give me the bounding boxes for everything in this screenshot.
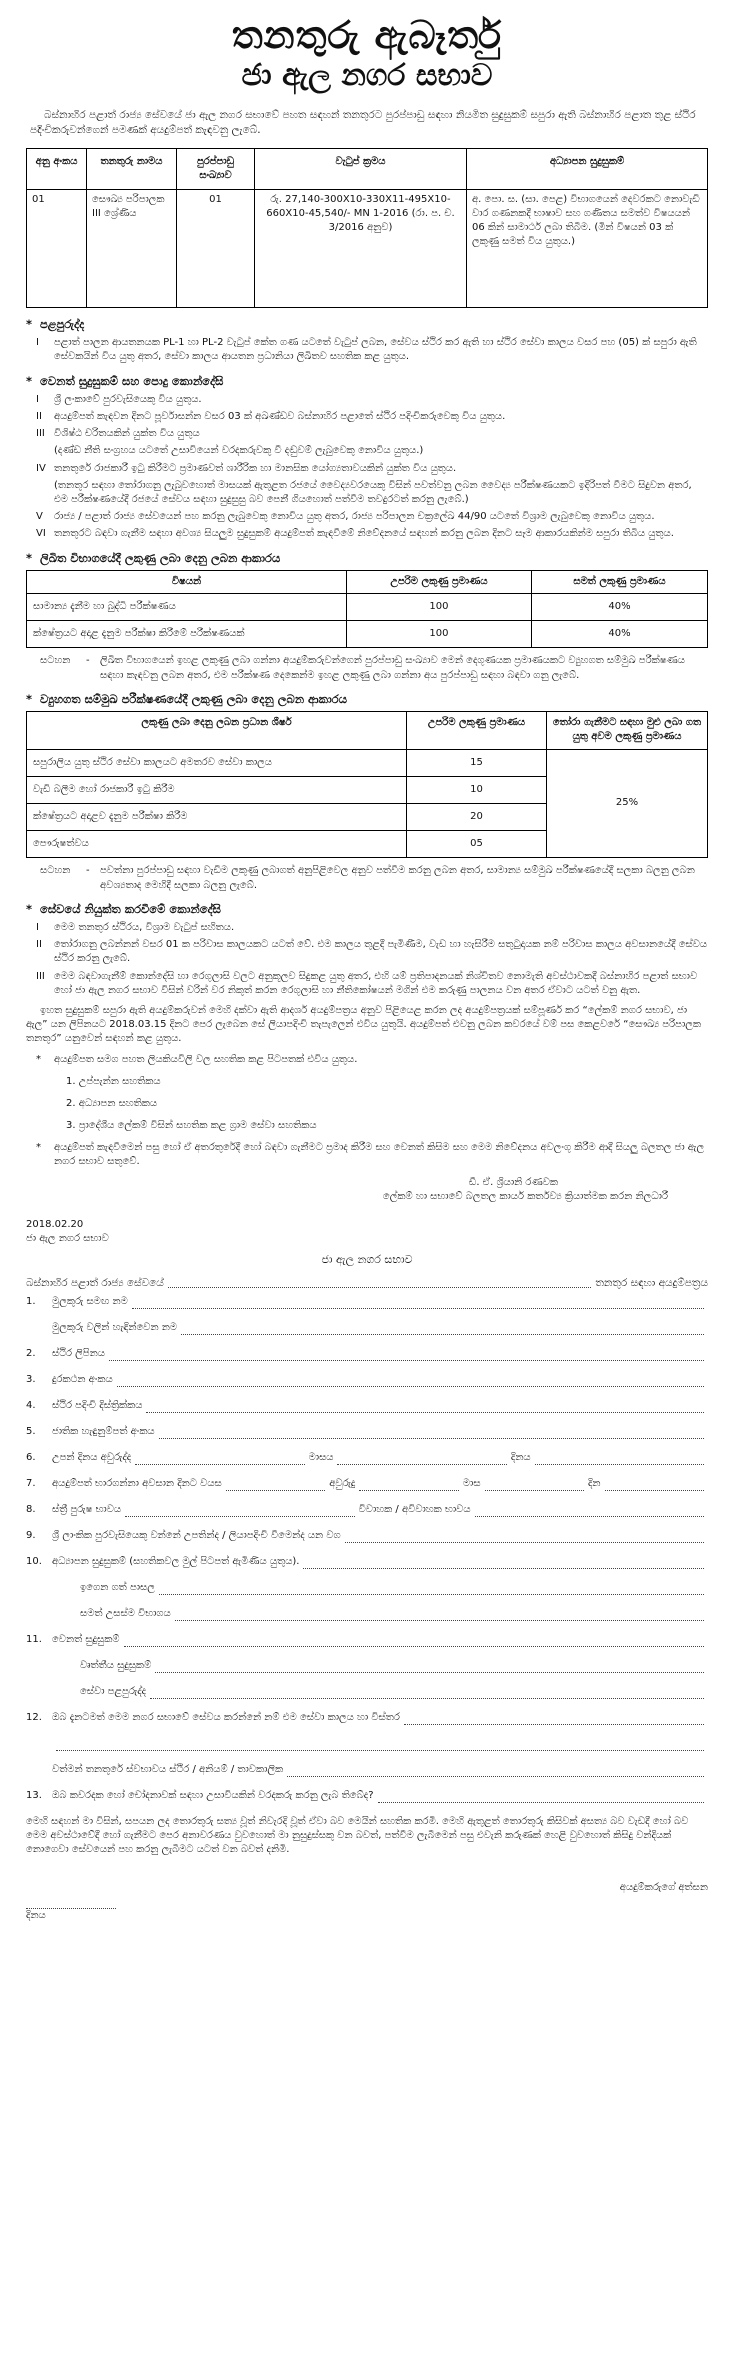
field-sublabel: විවාහක / අවිවාහක භාවය xyxy=(358,1503,471,1515)
field-input-line[interactable] xyxy=(535,1455,704,1465)
list-item: II අයදුම්පත් කැඳවන දිනට පූර්වාසන්න වසර 03 ක් අඛණ්ඩව බස්නාහිර පළාතේ ස්ථිර පදිංචිකරුවෙකු විය යුතුය. xyxy=(36,411,506,423)
field-sublabel: මාසය xyxy=(308,1451,334,1463)
field-number: 2. xyxy=(26,1347,36,1359)
form-heading: ජා ඇල නගර සභාව xyxy=(321,1253,413,1267)
date-label: දිනය xyxy=(26,1909,46,1921)
list-item: III මෙම බඳවාගැනීම් කොන්දේසි හා රෙගුලාසි වලට අනුකූලව සිදුකළ යුතු අතර, එහි යම් ප්‍රතිපාදනයක් නිශ්චිතව නොමැති අවස්ථාවකදී බස්නාහිර පළාත් සභාව හෝ ජා ඇල නගර සභාව විසින් වරින් වර නිකුත් කරන රෙගුලාසි හා නීතිකෝෂයන් මගින් එම කරුණු පාලනය වන අතර ඒවාට යටත් වනු ඇත. xyxy=(36,970,698,996)
list-item: III විශිෂ්ඨ චරිතයකින් යුක්ත විය යුතුය xyxy=(36,428,200,440)
field-number: 8. xyxy=(26,1503,36,1515)
field-label: අධ්‍යාපන සුදුසුකම් (සහතිකවල මුල් පිටපත් ඇමිණිය යුතුය). xyxy=(52,1555,300,1567)
cell-post-name: සෞඛ්‍ය පරිපාලක III ශ්‍රේණිය xyxy=(87,189,177,307)
field-input-line[interactable] xyxy=(475,1507,704,1517)
field-input-line[interactable] xyxy=(345,1533,704,1543)
field-label: වෘත්තීය සුදුසුකම් xyxy=(80,1659,152,1671)
form-field-row xyxy=(26,1529,708,1543)
field-label: උපන් දිනය අවුරුද්ද xyxy=(52,1451,132,1463)
section-heading-written-exam: * ලිඛිත විභාගයේදී ලකුණු ලබා දෙනු ලබන ආකාරය xyxy=(26,550,281,565)
field-input-line[interactable] xyxy=(159,1585,704,1595)
field-label: ඔබ දැනටමත් මෙම නගර සභාවේ සේවය කරන්නේ නම් එම සේවා කාලය හා විස්තර xyxy=(52,1711,400,1723)
list-item: 2. අධ්‍යාපන සහතිකය xyxy=(66,1097,158,1109)
form-field-row xyxy=(26,1737,708,1751)
form-field-row xyxy=(26,1555,708,1569)
documents-intro: * අයදුම්පත සමග පහත ලියකියවිලි වල සහතික කළ පිටපතක් එවිය යුතුය. xyxy=(36,1053,358,1065)
field-input-line[interactable] xyxy=(303,1559,704,1569)
notice-date: 2018.02.20 xyxy=(26,1219,84,1231)
form-field-row xyxy=(26,1763,708,1777)
field-label: ශ්‍රී ලාංකික පුරවැසියෙකු වන්නේ උපතින්ද / ලියාපදිංචි වීමෙන්ද යන වග xyxy=(52,1529,341,1541)
interview-table xyxy=(26,711,708,858)
form-field-row xyxy=(26,1347,708,1361)
field-number: 12. xyxy=(26,1711,42,1723)
field-number: 7. xyxy=(26,1477,36,1489)
field-input-line[interactable] xyxy=(175,1611,704,1621)
field-input-line[interactable] xyxy=(125,1507,354,1517)
list-item: I මෙම තනතුර ස්ථිරය, විශ්‍රාම වැටුප් සහිතය. xyxy=(36,922,235,934)
list-item: I පළාත් පාලන ආයතනයක PL-1 හා PL-2 වැටුප් කේත ගණ යටතේ වැටුප් ලබන, සේවය ස්ථිර කර ඇති හා ස්ථිර සේවා කාලය වසර පහ (05) ක් සපුරා ඇති සේවකයින් විය යුතු අතර, සේවා කාලය ආයතන ප්‍රධානියා ලිඛිතව සහතික කළ යුතුය. xyxy=(36,337,697,363)
list-item: V රාජ්‍ය / පළාත් රාජ්‍ය සේවයෙන් පහ කරනු ලැබුවෙකු නොවිය යුතු අතර, රාජ්‍ය පරිපාලන චක්‍රලේඛ 44/90 යටතේ විශ්‍රාම ලැබුවෙකු නොවිය යුතුය. xyxy=(36,511,655,523)
table-row: පෞරුෂත්වය 05 xyxy=(27,831,708,858)
table-row: සාමාන්‍ය දැනීම හා බුද්ධි පරීක්ෂණය 100 40% xyxy=(27,594,708,621)
form-field-row xyxy=(26,1373,708,1387)
field-input-line[interactable] xyxy=(226,1481,325,1491)
col-header-min-marks: තෝරා ගැනීමට සඳහා මුළු ලබා ගත යුතු අවම ලකුණු ප්‍රමාණය xyxy=(547,712,708,749)
field-number: 10. xyxy=(26,1555,42,1567)
field-input-line[interactable] xyxy=(117,1377,704,1387)
field-sublabel: දින xyxy=(587,1477,601,1489)
form-field-row xyxy=(26,1659,708,1673)
field-input-line[interactable] xyxy=(404,1715,704,1725)
form-field-row xyxy=(26,1503,708,1517)
field-label: ස්ථිර ලිපිනය xyxy=(52,1347,105,1359)
field-label: මුලකුරු සමඟ නම xyxy=(52,1295,128,1307)
field-input-line[interactable] xyxy=(150,1689,704,1699)
vacancy-table xyxy=(26,148,708,308)
field-input-line[interactable] xyxy=(378,1793,704,1803)
written-exam-note: සටහන - ලිඛිත විභාගයෙන් ඉහළ ලකුණු ලබා ගන්නා අයදුම්කරුවන්ගෙන් පුරප්පාඩු සංඛ්‍යාව මෙන් දෙගුණයක ප්‍රමාණයකට ව්‍යුහගත සම්මුඛ පරීක්ෂණය සඳහා කැඳවනු ලබන අතර, එම පරීක්ෂණ දෙකෙන්ම ඉහළ ලකුණු ලබා ගන්නා අය පුරප්පාඩු සඳහා බඳවා ගනු ලැබේ. xyxy=(40,655,685,681)
field-input-line[interactable] xyxy=(132,1299,704,1309)
field-sublabel: අවුරුදු xyxy=(329,1477,356,1489)
form-field-row xyxy=(26,1477,708,1491)
col-header-vacancies: පුරප්පාඩු සංඛ්‍යාව xyxy=(177,148,255,189)
field-label: වෙනත් සුදුසුකම් xyxy=(52,1633,120,1645)
written-exam-table xyxy=(26,570,708,649)
application-instructions: ඉහත සුදුසුකම් සපුරා ඇති අයදුම්කරුවන් මෙහි දක්වා ඇති ආදර්ශ අයදුම්පත්‍රය අනුව පිළියෙළ කරන ලද අයදුම්පත්‍රයක් සම්පූර්ණ කර “ලේකම් නගර සභාව, ජා ඇල” යන ලිපිනයට 2018.03.15 දිනට පෙර ලැබෙන සේ ලියාපදිංචි තැපැලෙන් එවිය යුතුයි. අයදුම්පත් එවනු ලබන කවරයේ වම් පස කෙළවරේ “සෞඛ්‍ය පරිපාලක තනතුර” යනුවෙන් සඳහන් කළ යුතුය. xyxy=(26,1004,701,1045)
field-number: 13. xyxy=(26,1789,42,1801)
signatory-title: ලේකම් හා සභාවේ බලතල කාර්ය කර්තව්‍ය ක්‍රියාත්මක කරන නිලධාරී xyxy=(382,1190,668,1202)
section-heading-appointment: * සේවයේ නියුක්ත කරවීමේ කොන්දේසි xyxy=(26,901,221,916)
applicant-signature-label: අයදුම්කරුගේ අත්සන xyxy=(619,1882,708,1894)
field-input-line[interactable] xyxy=(337,1455,506,1465)
documents-list xyxy=(26,1075,708,1134)
cell-vacancies: 01 xyxy=(177,189,255,307)
col-header-post: තනතුරු නාමය xyxy=(87,148,177,189)
section-heading-experience: * පළපුරුද්ද xyxy=(26,316,85,331)
field-input-line[interactable] xyxy=(159,1429,704,1439)
cell-qualification: අ. පො. ස. (සා. පෙළ) විභාගයෙන් දෙවරකට නොවැඩි වාර ගණනකදී භාෂාව සහ ගණිතය සමත්ව විෂයයන් 06 කින් සාමාර්ථ ලබා තිබීම. (මින් විෂයන් 03 ක් ලකුණු සමත් විය යුතුය.) xyxy=(467,189,708,307)
field-input-line[interactable] xyxy=(605,1481,704,1491)
cell-salary: රු. 27,140-300X10-330X11-495X10-660X10-45,540/- MN 1-2016 (රා. ප. ච. 3/2016 අනුව) xyxy=(255,189,467,307)
field-sublabel: මාස xyxy=(462,1477,481,1489)
organization-title: ජා ඇල නගර සභාව xyxy=(241,57,493,93)
list-item: (දණ්ඩ නීති සංග්‍රහය යටතේ උසාවියෙන් වරදකරුවකු වී දඬුවම් ලැබුවෙකු නොවිය යුතුය.) xyxy=(54,445,424,457)
form-field-row xyxy=(26,1789,708,1803)
col-header-qualification: අධ්‍යාපන සුදුසුකම් xyxy=(467,148,708,189)
table-row: ක්ෂේත්‍රයට අදාළ දැනුම පරීක්ෂා කිරීමේ පරීක්ෂණයක් 100 40% xyxy=(27,621,708,648)
form-field-row xyxy=(26,1451,708,1465)
field-number: 9. xyxy=(26,1529,36,1541)
field-label: අයදුම්පත් භාරගන්නා අවසාන දිනට වයස xyxy=(52,1477,222,1489)
field-input-line[interactable] xyxy=(124,1637,704,1647)
field-input-line[interactable] xyxy=(155,1663,704,1673)
field-number: 4. xyxy=(26,1399,36,1411)
list-item: IV තනතුරේ රාජකාරී ඉටු කිරීමට ප්‍රමාණවත් ශාරීරික හා මානසික යෝග්‍යතාවයකින් යුක්ත විය යුතුය. xyxy=(36,462,457,474)
signatory-name: ඩී. ඒ. ශ්‍රියානි රණවක xyxy=(468,1176,558,1188)
field-label: ඉගෙන ගත් පාසල xyxy=(80,1581,155,1593)
field-number: 5. xyxy=(26,1425,36,1437)
form-field-row xyxy=(26,1711,708,1725)
col-header-max-marks: උපරිම ලකුණු ප්‍රමාණය xyxy=(347,570,532,593)
notice-organization: ජා ඇල නගර සභාව xyxy=(26,1233,109,1245)
form-field-row xyxy=(26,1321,708,1335)
form-footer xyxy=(26,1881,708,1895)
form-field-row xyxy=(26,1399,708,1413)
table-row: සපුරාලිය යුතු ස්ථිර සේවා කාලයට අමතරව සේවා කාලය 15 25% xyxy=(27,749,708,776)
field-input-line[interactable] xyxy=(146,1403,704,1413)
section-heading-general: * වෙනත් සුදුසුකම් සහ පොදු කොන්දේසි xyxy=(26,373,224,388)
list-item: II තෝරාගනු ලබන්නන් වසර 01 ක පරිවාස කාලයකට යටත් වේ. එම කාලය තුළදී පැමිණීම, වැඩ හා හැසිරීම සතුටුදායක නම් පරිවාස කාලය අවසානයේදී සේවය ස්ථිර කරනු ලැබේ. xyxy=(36,939,708,965)
col-header-no: අනු අංකය xyxy=(27,148,87,189)
col-header-max-marks: උපරිම ලකුණු ප්‍රමාණය xyxy=(407,712,547,749)
intro-paragraph: බස්නාහිර පළාත් රාජ්‍ය සේවයේ ජා ඇල නගර සභාවේ පහත සඳහන් තනතුරට පුරප්පාඩු සඳහා නියමිත සුදුසුකම් සපුරා ඇති බස්නාහිර පළාත තුළ ස්ථිර පදිංචිකරුවන්ගෙන් පමණක් අයදුම්පත් කැඳවනු ලැබේ. xyxy=(30,108,696,136)
form-field-row xyxy=(26,1685,708,1699)
form-field-row xyxy=(26,1425,708,1439)
field-label: ඔබ කවරදක හෝ චෝදනාවක් සඳහා උසාවියකින් වරදකරු කරනු ලැබ තිබේද? xyxy=(52,1789,374,1801)
field-label: ජාතික හැඳුනුම්පත් අංකය xyxy=(52,1425,155,1437)
application-form xyxy=(26,1295,708,1803)
field-input-line[interactable] xyxy=(287,1767,704,1777)
field-label: සේවා පළපුරුද්ද xyxy=(80,1685,147,1697)
col-header-criteria: ලකුණු ලබා දෙනු ලබන ප්‍රධාන ශීර්ෂ xyxy=(27,712,407,749)
form-field-row xyxy=(26,1607,708,1621)
list-item: (තනතුර සඳහා තෝරාගනු ලැබුවහොත් මාසයක් ඇතුළත රජයේ වෛද්‍යවරයෙකු විසින් පවත්වනු ලබන වෛද්‍ය පරීක්ෂණයකට ඉදිරිපත් වීමට සිදුවන අතර, එම පරීක්ෂණයේදී රජයේ සේවය සඳහා සුදුසුසු බව පෙනී ගියහොත් පත්වීම තවදුරටත් කරනු ලැබේ.) xyxy=(54,479,692,506)
field-number: 6. xyxy=(26,1451,36,1463)
form-subheading: බස්නාහිර පළාත් රාජ්‍ය සේවයේ තනතුර සඳහා අයදුම්පත්‍රය xyxy=(26,1277,708,1289)
min-marks-cell: 25% xyxy=(547,749,708,858)
declaration-text: මෙහි සඳහන් මා විසින්, සපයන ලද තොරතුරු සත්‍ය වූත් නිවැරදි වූත් ඒවා බව මෙයින් සහතික කරමි. මෙහි ඇතුළත් තොරතුරු කිසිවක් අසත්‍ය බව වැඩදී හෝ බව මෙම අවස්ථාවේදී හෝ ගැනීමට පෙර අනාවරණය වුවහොත් මා නුසුදුස්සකු වන බවත්, පත්වීම ලැබීමෙන් පසු එවැනි කරුණක් හෙළි වුවහොත් කිසිදු වන්දියක් නොගෙවා සේවයෙන් පහ කරනු ලැබීමට යටත් වන බවත් දනිමි. xyxy=(26,1815,689,1856)
field-label: ස්ථිර පදිංචි දිස්ත්‍රික්කය xyxy=(52,1399,143,1411)
table-row xyxy=(27,189,708,307)
table-row: වැඩි බලීම හෝ රාජකාරී ඉටු කිරීම 10 xyxy=(27,776,708,803)
table-row: ක්ෂේත්‍රයට අදාළව දැනුම පරීක්ෂා කිරීම 20 xyxy=(27,803,708,830)
page-title: තනතුරු ඇබෑර්තු xyxy=(231,13,503,57)
field-label: දුරකථන අංකය xyxy=(52,1373,113,1385)
list-item: 1. උප්පැන්න සහතිකය xyxy=(66,1075,161,1087)
field-label: ස්ත්‍රී පුරුෂ භාවය xyxy=(52,1503,122,1515)
col-header-subject: විෂයන් xyxy=(27,570,347,593)
field-input-line[interactable] xyxy=(56,1741,704,1751)
list-item: VI තනතුරට බඳවා ගැනීම සඳහා අවශ්‍ය සියලුම සුදුසුකම් අයදුම්පත් කැඳවීමේ නිවේදනයේ සඳහන් කරනු ලබන දිනට සෑම ආකාරයකින්ම සපුරා තිබිය යුතුය. xyxy=(36,528,674,540)
cell-no: 01 xyxy=(27,189,87,307)
field-number: 11. xyxy=(26,1633,42,1645)
disqualification-note: * අයදුම්පත් කැඳවීමෙන් පසු හෝ ඒ අතරතුරේදී හෝ බඳවා ගැනීමට ප්‍රමාද කිරීම සහ වෙනත් කිසිම සහ මෙම නිවේදනය අවලංගු කිරීම ආදී සියලු බලතල ජා ඇල නගර සභාව සතුවේ. xyxy=(36,1142,705,1168)
field-input-line[interactable] xyxy=(485,1481,584,1491)
field-number: 1. xyxy=(26,1295,36,1307)
field-label: සමත් උසස්ම විභාගය xyxy=(80,1607,171,1619)
interview-note: සටහන - පවත්නා පුරප්පාඩු සඳහා වැඩිම ලකුණු ලබාගත් අනුපිළිවෙල අනුව පත්වීම කරනු ලබන අතර, සාමාන්‍ය සම්මුඛ පරීක්ෂණයේදී සලකා බලනු ලබන අවශ්‍යතාද මෙහිදී සලකා බලනු ලැබේ. xyxy=(40,865,695,891)
field-label: මුලකුරු වලින් හැඳින්වෙන නම xyxy=(52,1321,178,1333)
form-field-row xyxy=(26,1633,708,1647)
list-item: I ශ්‍රී ලංකාවේ පුරවැසියෙකු විය යුතුය. xyxy=(36,393,202,405)
field-sublabel: දිනය xyxy=(510,1451,531,1463)
form-field-row xyxy=(26,1581,708,1595)
field-input-line[interactable] xyxy=(109,1351,704,1361)
col-header-pass-marks: සමත් ලකුණු ප්‍රමාණය xyxy=(531,570,707,593)
form-field-row xyxy=(26,1295,708,1309)
field-label: වත්මන් තනතුරේ ස්වභාවය ස්ථිර / අනියම් / තාවකාලික xyxy=(52,1763,284,1775)
field-input-line[interactable] xyxy=(359,1481,458,1491)
section-heading-interview: * ව්‍යුහගත සම්මුඛ පරීක්ෂණයේදී ලකුණු ලබා දෙනු ලබන ආකාරය xyxy=(26,691,347,706)
field-number: 3. xyxy=(26,1373,36,1385)
field-input-line[interactable] xyxy=(135,1455,304,1465)
list-item: 3. ප්‍රාදේශීය ලේකම් විසින් සහතික කළ ග්‍රාම සේවා සහතිකය xyxy=(66,1120,317,1132)
field-input-line[interactable] xyxy=(181,1325,704,1335)
col-header-salary: වැටුප් ක්‍රමය xyxy=(255,148,467,189)
